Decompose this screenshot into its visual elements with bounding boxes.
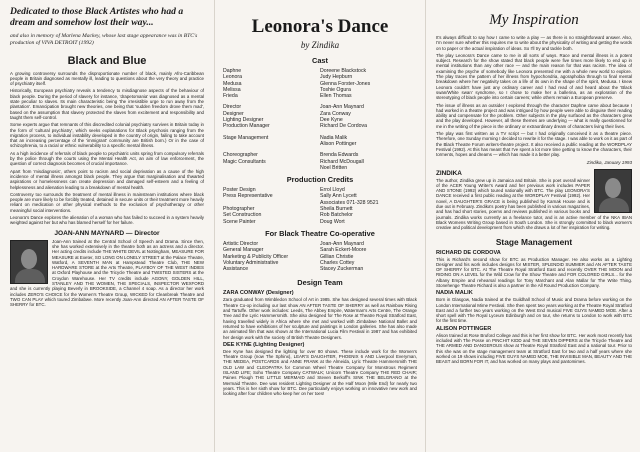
cast-roles xyxy=(223,68,320,171)
name: Alison Pottinger xyxy=(320,140,357,147)
name: Sheila Burnett xyxy=(320,206,353,213)
name: Stacey Zuckerman xyxy=(320,266,364,273)
essay-paragraph: Some experts argue that remnants of this discredited colonial psychiatry survives in Britain today in the form of 'cultural psychiatry', which seeks explanations for Black psychosis ranging from the migration process, to individual instability developed in the country of origin, failing to take account that an increasing percentage of the 'immigrant' community are British born.) Or in the case of schizophrenia, to a racial or ethnic vulnerability to a specific mental illness. xyxy=(10,122,204,149)
name: Brenda Edwards xyxy=(320,152,359,159)
inspiration-paragraph: It's always difficult to say how I came to write a play — as there is no straightforward answer. Also, I'm never sure whether this requires me to write about the physicality of writing and getting the words on to paper or the actual inspiration of ideas. So I'll try and tackle both. xyxy=(436,35,632,51)
author-bio-text: The author, Zindika grew up in Jamaica and Britain. She is poet overall winner of the ACER Young Writer's Award and her previous work includes PAPER AND STONE (1992) which toured nationally with BTC. The play LEONORA'S DANCE received a first public reading at the WORDPLAY Festival (1992). Her novel, A DAUGHTER'S GRACE is being published by Karnak House and is due out in February. Zindika's poetry has been published in various magazines, and has had short stories, poems and reviews published in various books and journals. Zindika works currently as a freelance tutor, and is an active member of the NKA IBAN Black Womens Writing Group based in South London. She is strongly committed to black women's creative and political development from which she draws a lot of her inspiration for writing. xyxy=(436,177,632,231)
essay-paragraph: Historically, European psychiatry reveals a tendency to misdiagnose aspects of the behaviour of black people. During the period of slavery for instance, 'drapetomania' was diagnosed as a mental state peculiar to slaves. Its main characteristic being 'the irresistible urge to run away from the plantation'. Emancipation brought new theories, one being that 'sudden freedom drove them mad', based on the assumption that slavery protected the slaves from excitement and responsibility and taught them self-control. xyxy=(10,88,204,120)
role: Press Representative xyxy=(223,193,273,200)
play-title: Leonora's Dance xyxy=(251,16,389,37)
role: Set Construction xyxy=(223,212,262,219)
name: Doreene Blackstock xyxy=(320,68,367,74)
lighting-designer-bio: Dee Kyne has designed the lighting for over 80 shows. These include work for the Women's Theatre Group (now The Sphinx), LEAR'S DAUGHTER, PHOENIX 6 AND Liverpool Everyman, THE MEDEA, POSTCARDS and ANNE FRANK at the Almeida, Lyric Theatre Hammersmith THE OLD LAW and CLEOPATRA for Common Wheel Theatre Company for Monstrous Regiment ISLAND LIFE; Soho Theatre Company CATWALK; Unicorn Theatre Company THE RED CHAIR; Paines Plough THE LITTLE MERMAID and Steven Berkoff's SINK THE BELGRANO at the Mermaid Theatre. Dee was resident Lighting Designer at the Half Moon (Mile End) for nearly two years. This is her sixth show for BTC. Dee particularly enjoys working on innovative new work and looking after four children who keep her on her toes! xyxy=(223,348,417,397)
inspiration-paragraph: The play was first written as a TV script — but I had originally conceived it as a theatre piece. Therefore, one Sunday morning I decided to rewrite it for the stage. I was able to work on it as part of the Black Theatre Forum writers-theatre project. It also received a public reading at the WORDPLAY Festival (1992). At this has meant that I've spent a lot more time getting to know the characters, their torments, hopes and dreams — which has made it a better play. xyxy=(436,131,632,158)
btc-credits xyxy=(223,241,417,272)
crew-name: RICHARD DE CORDOVA xyxy=(436,249,501,256)
role: Poster Design xyxy=(223,187,256,194)
design-team-heading: Design Team xyxy=(297,278,343,288)
name: Joan-Ann Maynard xyxy=(320,104,364,111)
author-photo xyxy=(594,169,632,213)
inspiration-paragraph: The play Leonora's Dance came to me in all sorts of ways. Race and mental illness is a potent subject. Research for the show stated that black people were five times more likely to end up in mental institutions than any other race — and the main reason for that was racism. The idea of examining the psyche of somebody like Leonora presented me with a whole new world to explore. The play traces the pattern of her illness from hypochondria, agoraphobia through to final mental breakdown where her negativity takes on a life of its own in the shape of the spirit, Medusa. I knew Leonora couldn't have just any ordinary career and I had read of and heard about the 'Black swan/White swan' syndrome, so I chose to make her a ballerina, as an exploration of the stereotyping of black people into certain careers; while others remain a European preserve. xyxy=(436,52,632,101)
name: Dee Kyne xyxy=(320,117,343,124)
name: Doug Wort xyxy=(320,218,345,225)
role: Choreographer xyxy=(223,152,258,159)
memorial-note: and also in memory of Marlena Mackey, whose last stage appearance was in BTC's production of VIVA DETROIT (1992) xyxy=(10,33,198,46)
name: Glenna Forster-Jones xyxy=(320,80,371,87)
director-bio xyxy=(10,239,204,310)
crew-bio: This is Richard's second show for BTC as Production Manager. He also works as a Lighting Designer and his work includes designs for MISTER, SPLENDID SUMMER and AN AFTER TASTE OF SHERRY for BTC. At The Theatre Royal Stratford East and recently OVER THE MOON and RIDING ON A LEVEL for the Wild Crow for the Show Theatre and FOR COLORED GIRLS... for the Albany Empire and rehearsal readings for Tony Marchant and Alan Mallar for The Write Thing. Stonehenge Theatre Richard is also a partner in the All Round Production Company. xyxy=(436,256,632,288)
role: Artistic Director xyxy=(223,240,259,247)
inspiration-title: My Inspiration xyxy=(489,12,579,28)
role: Stage Management xyxy=(223,134,269,141)
essay-paragraph: Apart from 'misdiagnosis', others point to racism and social deprivation as a cause of the high incidence of mental illness amongst black people. They argue that marginalisation and thwarted aspirations or homelessness can create depression and damaged self-esteem and a feeling of helplessness and alienation leading to a breakdown of mental health. xyxy=(10,168,204,190)
cast-names xyxy=(320,68,417,171)
role: Daphne xyxy=(223,68,242,74)
production-credits xyxy=(223,187,417,225)
role: Leonora xyxy=(223,74,243,81)
crew-bio: Born in Glasgow, Nadia trained at the Guildhall School of Music and Drama before working on the London International Mime Festival. She then spent two years working at the Theatre Royal Stratford East and a further two years working on the West End musical FIVE GUYS NAMED MOE. After a short spell with The Royal Lyceum Edinburgh and on tour, she returns to London to work with BTC for the first time. xyxy=(436,297,632,324)
designer-bio: Zara graduated from Wimbledon School of Art in 1985. She has designed several times with Black Theatre Co-op including our last show AN AFTER TASTE OF SHERRY as well as Rainbow Rising and Tartuffe. Other work includes: Leeds, The Abbey Empire, Waterman's Arts Centre, The Orange Tree and the Lyric Hammersmith. She also designed for The Rose at Theatre Royal Stratford East, having travelled widely in Africa where she met and worked with Zimbabwe National Ballet and returned to have exhibitions of her sculpture and paintings in London galleries. She has also made an animated film that was shown at the International Lucia Film Festival in 1987 and has exhibited her design work with the society of British Theatre Designers. xyxy=(223,297,417,340)
director-bio-heading: JOAN-ANN MAYNARD — Director xyxy=(54,229,160,237)
right-column xyxy=(428,0,640,452)
role: Scene Painter xyxy=(223,218,256,225)
name: Richard McDougall xyxy=(320,158,364,165)
btc-heading: For Black Theatre Co-operative xyxy=(265,228,375,238)
crew-bio: Alison trained at Rose Bruford College and this is her first show for BTC. Her work most recently has included with The Posse on PINCHIT KIDD and THE SEVEN DIPPERS at the Tricycle Theatre and THE ARMED AND DANGEROUS show at Theatre Royal Stratford East and a national tour. Prior to this she was on the stage management team at Stratford East for two and a half years where she worked on 19 shows including FIVE GUYS NAMED MOE, THE INVISIBLE MAN, BEAUTY AND THE BEAST and BORN FOR IT, and has worked on many plays and pantomimes. xyxy=(436,332,632,365)
cast-heading: Cast xyxy=(311,56,329,65)
lighting-designer-heading: DEE KYNE (Lighting Designer) xyxy=(223,341,305,348)
cast-list xyxy=(223,68,417,171)
role: Melissa xyxy=(223,86,241,93)
name: Zara Conway xyxy=(320,110,351,117)
role: Designer xyxy=(223,110,244,117)
name: Sarah Eckert-Moore xyxy=(320,247,367,254)
essay-paragraph: A growing controversy surrounds the disproportionate number of black, mainly Afro-Caribbean people in Britain diagnosed as mentally ill, leading to questions about the very theory and practice of psychiatry itself. xyxy=(10,70,204,87)
name: Noel Britten xyxy=(320,164,348,171)
name: Richard De Cordova xyxy=(320,123,367,130)
role: Frieda xyxy=(223,93,238,100)
role: Photographer xyxy=(223,206,255,213)
role: Production Manager xyxy=(223,123,270,130)
role: Lighting Designer xyxy=(223,117,264,124)
role: Assistance xyxy=(223,266,249,273)
name: Nadia Malik xyxy=(320,134,348,141)
crew-name: NADIA MALIK xyxy=(436,290,473,297)
role: Medusa xyxy=(223,80,242,87)
director-photo xyxy=(10,240,48,284)
name: Associates 071-328 9521 xyxy=(320,199,379,206)
signature: Zindika, January 1993 xyxy=(586,159,632,165)
designer-heading: ZARA CONWAY (Designer) xyxy=(223,290,294,297)
name: Gillian Christie xyxy=(320,253,354,260)
role: General Manager xyxy=(223,247,264,254)
essay-paragraph: Controversy too surrounds the treatment of mental illness in mainstream institutions where black people are more likely to be forcibly treated, detained in secure units or their treatment more heavily reliant on medication or other physical methods to the exclusion of psychotherapy or other meaningful social interventions. xyxy=(10,191,204,213)
name: Judy Hepburn xyxy=(320,74,353,81)
essay-paragraph: Leonora's Dance explores the alienation of a woman who has failed to succeed in a system heavily weighted against her but who has blamed herself for her failure. xyxy=(10,215,204,226)
section-title-black-and-blue: Black and Blue xyxy=(67,54,147,67)
author-bio xyxy=(436,168,632,233)
role: Director xyxy=(223,104,242,111)
name: Toshie Ogura xyxy=(320,86,351,93)
role: Magic Consultants xyxy=(223,158,266,165)
dedication: Dedicated to those Black Artistes who had a dream and somehow lost their way... xyxy=(10,6,184,28)
author-heading: ZINDIKA xyxy=(436,169,462,177)
name: Sally Ann Lycett xyxy=(320,193,357,200)
name: Joan-Ann Maynard xyxy=(320,240,364,247)
name: Charles Cottey xyxy=(320,259,355,266)
design-team xyxy=(223,278,417,396)
role: Marketing & Publicity Officer xyxy=(223,253,289,260)
crew-name: ALISON POTTINGER xyxy=(436,325,492,332)
essay-paragraph: As a high incidence of referrals of black people to psychiatric units spring from compulsory referrals by the police through the courts using the Mental Health Act, an aim of law enforcement, the question of correct diagnosis becomes of crucial importance. xyxy=(10,150,204,167)
name: Ellen Thomas xyxy=(320,93,352,100)
left-column xyxy=(0,0,212,452)
director-bio-text: Joan-Ann trained at the Central School of Speech and Drama. Since then, she has worked extensively in the theatre both as an actress and a director. Her acting credits include THE WHITE DEVIL at Nottingham, MEASURE FOR MEASURE at Exeter, SO LONG ON LONELY STREET at the Palace Theatre, Watford, A SEVENTH MAN at Hampstead Theatre Club, THE NEW HARDWARE STORE at the Arts Theatre, PLAYBOY OF THE WEST INDIES at Oxford Playhouse and the Tricycle Theatre and TWISTED SISTERS at the Croydon Warehouse. Her TV credits include AGONY, GOLDEN HILL, STANLEY AND THE WOMEN, THE SPECIALS, INSPECTOR WEXFORD and she is currently playing Beverly in BROOKSIDE, a Channel 4 soap. As a director her work includes ZERO'S CHOICE for the Women's Theatre Group, WICKED for Cleanbreak Theatre and TWO CAN PLAY which toured Zimbabwe. More recently Joan-Ann directed AN AFTER TASTE OF SHERRY for BTC. xyxy=(10,238,204,308)
middle-column xyxy=(214,0,426,452)
stage-management-heading: Stage Management xyxy=(495,236,573,247)
name: Rob Batchelor xyxy=(320,212,353,219)
role: Voluntary Administrative xyxy=(223,259,279,266)
production-credits-heading: Production Credits xyxy=(286,175,354,185)
inspiration-paragraph: The issue of illness as an outsider I explored through the character Daphne came about because I had worked in a theatre project and was intrigued by how people were able to disguise their reading ability and compensate for the problem. Other subjects in the play surfaced as the characters grew and the play developed. However, all these themes are underlying — what is really questionned for me in the writing of the piece is the ordinary or extraordinary dream of characters living their lives. xyxy=(436,102,632,129)
play-byline: by Zindika xyxy=(300,40,340,50)
name: Errol Lloyd xyxy=(320,187,345,194)
